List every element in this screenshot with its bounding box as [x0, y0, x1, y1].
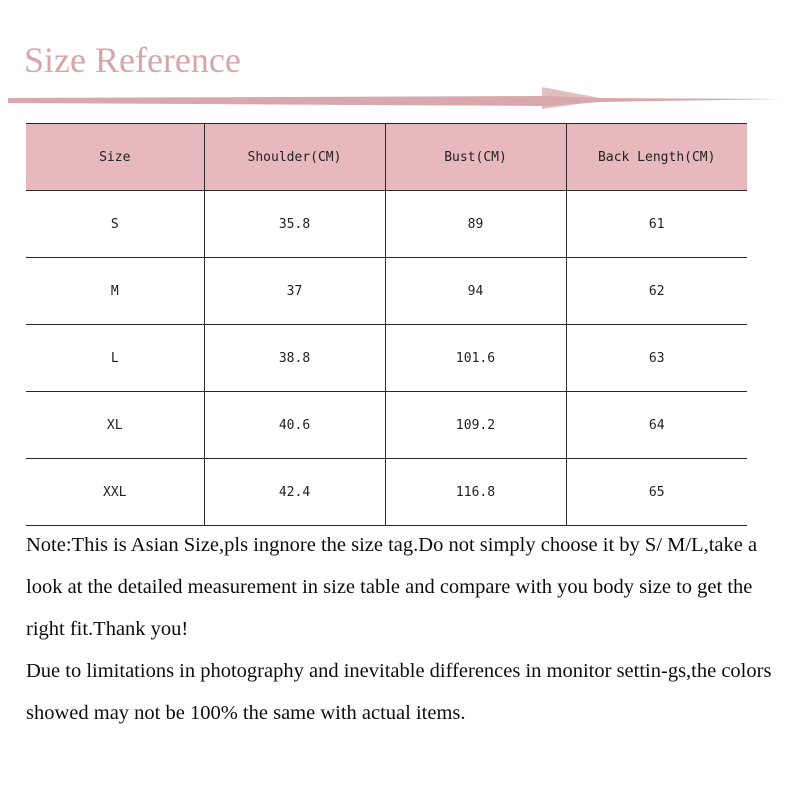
- header-size: Size: [26, 124, 204, 191]
- cell-shoulder: 37: [204, 258, 385, 325]
- cell-bust: 89: [385, 191, 566, 258]
- table-row: [26, 258, 747, 325]
- table-row: [26, 191, 747, 258]
- size-table: [26, 123, 747, 526]
- cell-bust: 109.2: [385, 392, 566, 459]
- cell-shoulder: 35.8: [204, 191, 385, 258]
- cell-bust: 101.6: [385, 325, 566, 392]
- note-asian-size: Note:This is Asian Size,pls ingnore the size tag.Do not simply choose it by S/ M/L,take a look at the detailed measurement in size table and compare with you body size to get the right fit.Thank you!: [26, 534, 758, 640]
- arrow-head-lower-shape: [542, 101, 600, 109]
- cell-back-length: 64: [566, 392, 747, 459]
- arrow-head-shape: [542, 87, 600, 98]
- table-row: [26, 325, 747, 392]
- cell-bust: 94: [385, 258, 566, 325]
- table-header-row: [26, 124, 747, 191]
- arrow-shape: [8, 96, 782, 106]
- cell-bust: 116.8: [385, 459, 566, 526]
- cell-size: XL: [26, 392, 204, 459]
- header-back-length: Back Length(CM): [566, 124, 747, 191]
- cell-back-length: 63: [566, 325, 747, 392]
- cell-size: XXL: [26, 459, 204, 526]
- cell-shoulder: 42.4: [204, 459, 385, 526]
- arrow-divider: [0, 84, 800, 118]
- cell-size: M: [26, 258, 204, 325]
- cell-back-length: 62: [566, 258, 747, 325]
- page-title: Size Reference: [24, 40, 241, 80]
- table-row: [26, 392, 747, 459]
- cell-shoulder: 38.8: [204, 325, 385, 392]
- cell-back-length: 65: [566, 459, 747, 526]
- cell-size: S: [26, 191, 204, 258]
- cell-size: L: [26, 325, 204, 392]
- table-row: [26, 459, 747, 526]
- note-color-difference: Due to limitations in photography and inevitable differences in monitor settin-gs,the colors showed may not be 100% the same with actual items.: [26, 660, 772, 724]
- cell-back-length: 61: [566, 191, 747, 258]
- notes-block: [26, 524, 782, 734]
- cell-shoulder: 40.6: [204, 392, 385, 459]
- header-shoulder: Shoulder(CM): [204, 124, 385, 191]
- header-bust: Bust(CM): [385, 124, 566, 191]
